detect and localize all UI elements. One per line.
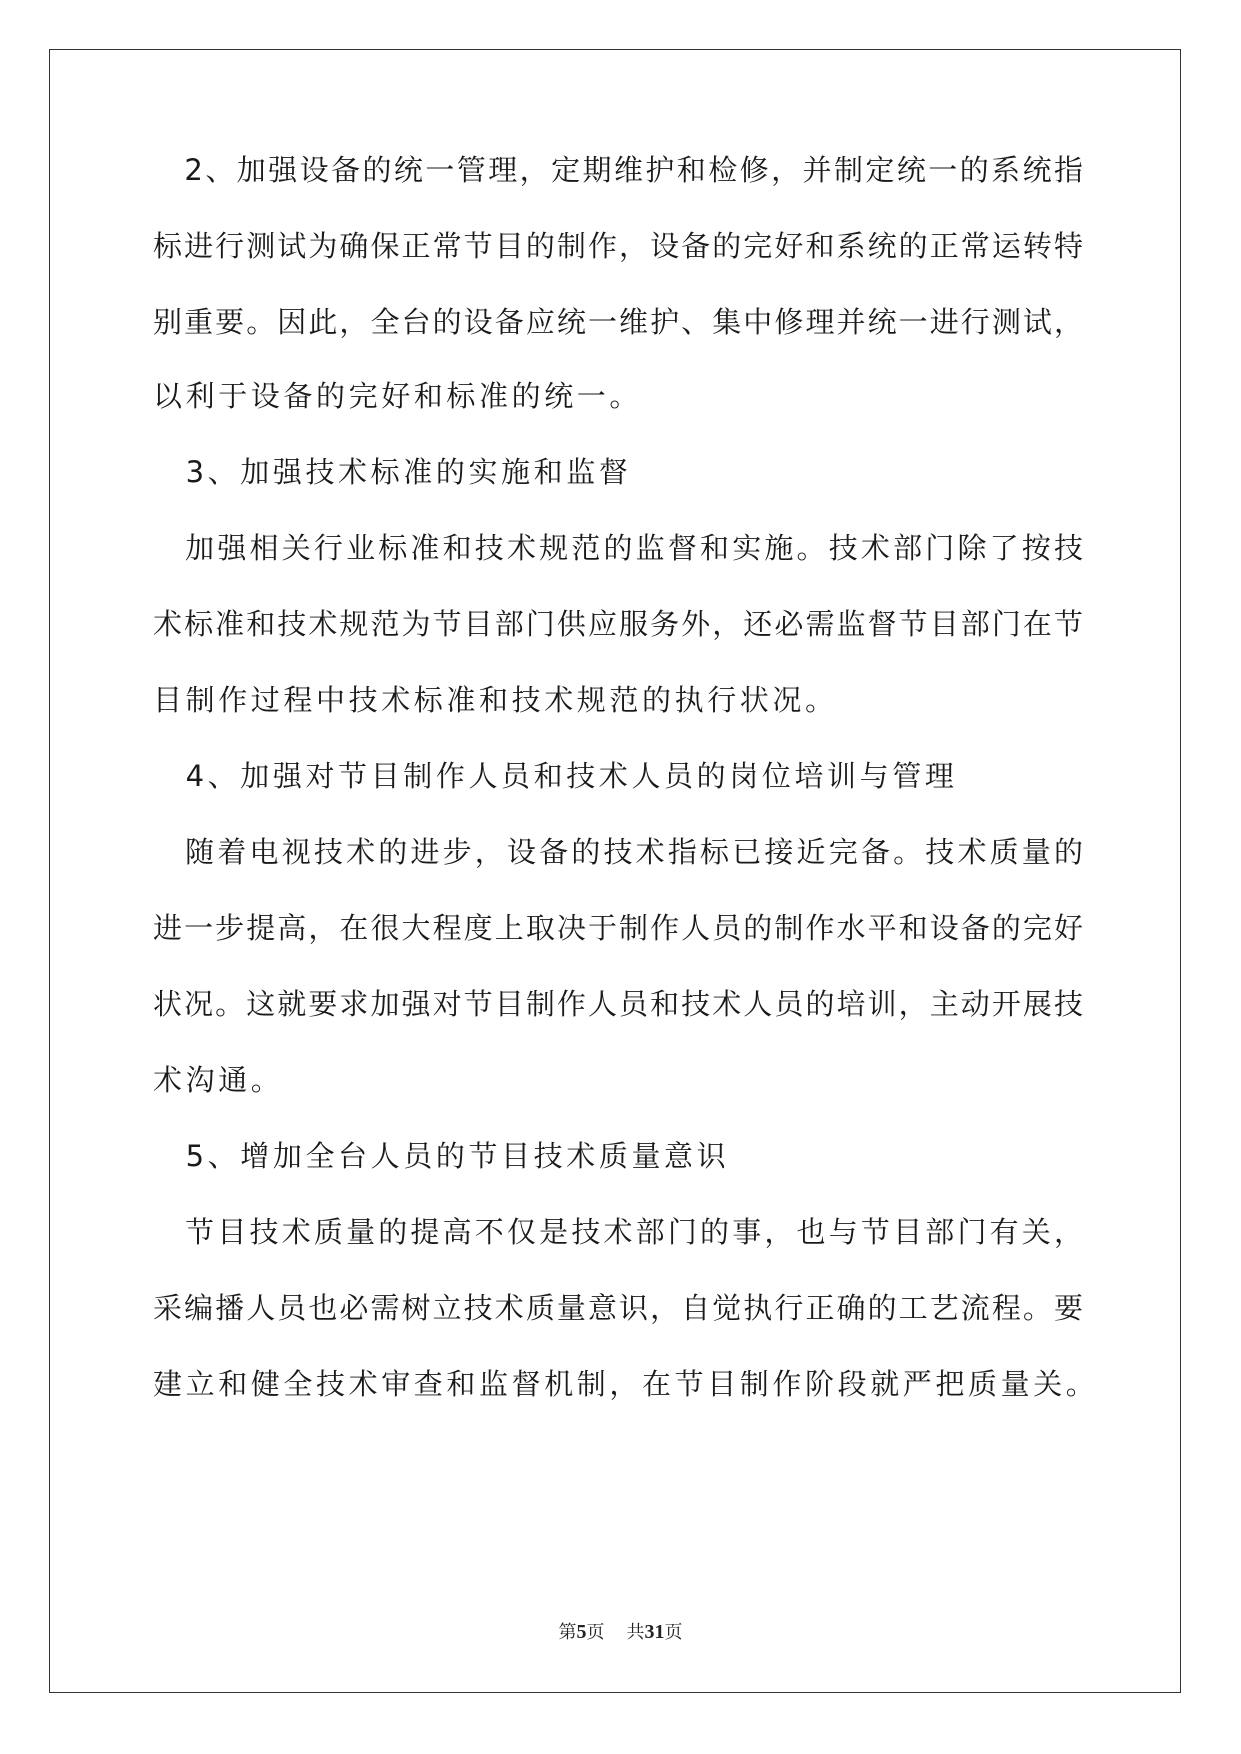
section-heading-3: 3、加强技术标准的实施和监督 <box>153 455 632 489</box>
paragraph-3-line-2: 术标准和技术规范为节目部门供应服务外，还必需监督节目部门在节 <box>153 607 1083 641</box>
paragraph-1-line-2: 标进行测试为确保正常节目的制作，设备的完好和系统的正常运转特 <box>153 229 1083 263</box>
paragraph-3-line-1: 加强相关行业标准和技术规范的监督和实施。技术部门除了按技 <box>153 531 1083 565</box>
paragraph-6-line-3: 建立和健全技术审查和监督机制，在节目制作阶段就严把质量关。 <box>153 1367 1099 1401</box>
paragraph-4-line-1: 随着电视技术的进步，设备的技术指标已接近完备。技术质量的 <box>153 835 1083 869</box>
section-heading-4: 4、加强对节目制作人员和技术人员的岗位培训与管理 <box>153 759 958 793</box>
total-pages: 31 <box>644 1621 665 1643</box>
paragraph-6-line-1: 节目技术质量的提高不仅是技术部门的事，也与节目部门有关， <box>153 1215 1083 1249</box>
page-suffix: 页 <box>586 1622 605 1643</box>
paragraph-1-line-3: 别重要。因此，全台的设备应统一维护、集中修理并统一进行测试， <box>153 305 1083 339</box>
paragraph-3-line-3: 目制作过程中技术标准和技术规范的执行状况。 <box>153 683 838 717</box>
paragraph-1-line-4: 以利于设备的完好和标准的统一。 <box>153 379 643 413</box>
paragraph-6-line-2: 采编播人员也必需树立技术质量意识，自觉执行正确的工艺流程。要 <box>153 1291 1083 1325</box>
page-footer <box>0 1618 1241 1644</box>
total-suffix: 页 <box>664 1622 683 1643</box>
page-prefix: 第 <box>558 1622 577 1643</box>
total-prefix: 共 <box>626 1622 645 1643</box>
paragraph-1-line-1: 2、加强设备的统一管理，定期维护和检修，并制定统一的系统指 <box>153 153 1083 187</box>
paragraph-4-line-4: 术沟通。 <box>153 1063 284 1097</box>
page-number: 5 <box>576 1621 587 1643</box>
section-heading-5: 5、增加全台人员的节目技术质量意识 <box>153 1139 730 1173</box>
paragraph-4-line-2: 进一步提高，在很大程度上取决于制作人员的制作水平和设备的完好 <box>153 911 1083 945</box>
paragraph-4-line-3: 状况。这就要求加强对节目制作人员和技术人员的培训，主动开展技 <box>153 987 1083 1021</box>
